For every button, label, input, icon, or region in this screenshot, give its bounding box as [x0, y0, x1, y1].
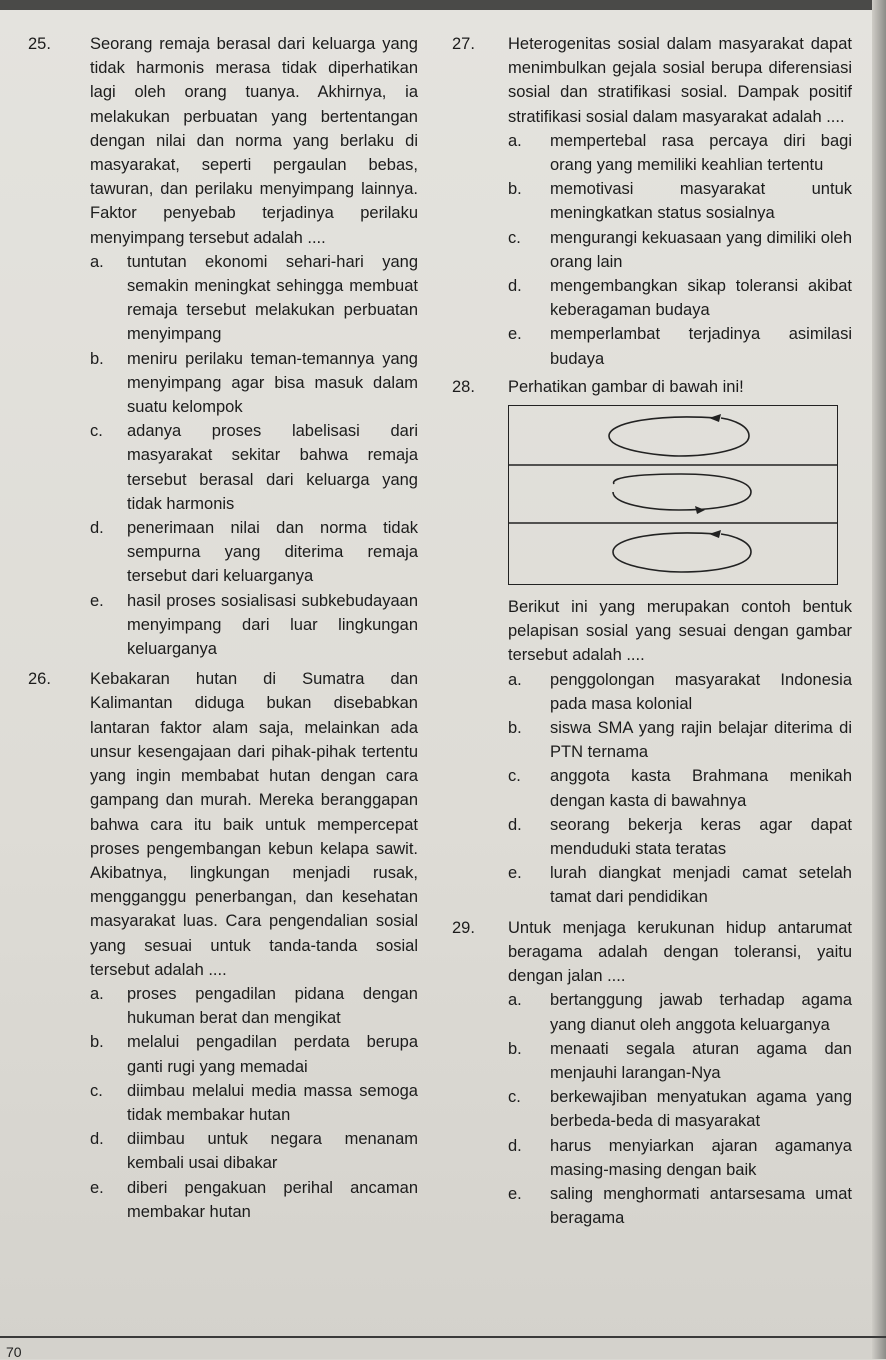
option-letter: d.: [90, 519, 104, 538]
question-text: Perhatikan gambar di bawah ini!: [508, 377, 744, 396]
option-letter: c.: [508, 767, 521, 786]
question-text: Seorang remaja berasal dari keluarga yang tidak harmonis merasa tidak diperhatikan lagi oleh orang tuanya. Akhirnya, ia melakukan perbuatan yang bertentangan dengan nilai dan norma yang berlaku di masyarakat, seperti pergaulan bebas, tawuran, dan perilaku menyimpang lainnya. Faktor penyebab terjadinya perilaku menyimpang tersebut adalah ....: [90, 35, 418, 247]
option-text: diimbau melalui media massa semoga tidak membakar hutan: [127, 1081, 418, 1124]
option-b[interactable]: [90, 347, 418, 420]
option-text: mengembangkan sikap toleransi akibat keberagaman budaya: [550, 277, 852, 320]
options-list: [508, 129, 852, 371]
option-text: harus menyiarkan ajaran agamanya masing-masing dengan baik: [550, 1136, 852, 1179]
question-25: [28, 32, 418, 661]
option-letter: c.: [90, 1081, 103, 1100]
option-d[interactable]: [508, 813, 852, 861]
question-number: 26.: [28, 670, 51, 689]
question-text: Heterogenitas sosial dalam masyarakat dapat menimbulkan gejala sosial berupa diferensiasi sosial dan stratifikasi sosial. Dampak positif stratifikasi sosial dalam masyarakat adalah ....: [508, 35, 852, 126]
page-number: 70: [6, 1344, 22, 1360]
question-text-continued: Berikut ini yang merupakan contoh bentuk pelapisan sosial yang sesuai dengan gambar tersebut adalah ....: [508, 598, 852, 665]
question-number: 29.: [452, 918, 475, 937]
option-letter: b.: [508, 180, 522, 199]
options-list: [508, 988, 852, 1230]
option-text: menaati segala aturan agama dan menjauhi larangan-Nya: [550, 1039, 852, 1082]
option-a[interactable]: [508, 129, 852, 177]
option-letter: e.: [508, 1184, 522, 1203]
option-letter: c.: [508, 1088, 521, 1107]
option-text: mengurangi kekuasaan yang dimiliki oleh orang lain: [550, 228, 852, 271]
question-28: [452, 375, 852, 910]
option-d[interactable]: [90, 1127, 418, 1175]
option-letter: d.: [90, 1130, 104, 1149]
option-e[interactable]: [508, 322, 852, 370]
page-top-edge: [0, 0, 886, 10]
arrow-head-middle: [695, 506, 705, 514]
option-c[interactable]: [508, 764, 852, 812]
option-text: proses pengadilan pidana dengan hukuman berat dan mengikat: [127, 984, 418, 1028]
footer-rule: [0, 1336, 886, 1338]
option-b[interactable]: [90, 1030, 418, 1078]
option-letter: a.: [90, 252, 104, 271]
option-letter: c.: [90, 422, 103, 441]
option-d[interactable]: [90, 516, 418, 589]
question-number: 25.: [28, 35, 51, 53]
option-c[interactable]: [508, 226, 852, 274]
option-letter: a.: [90, 984, 104, 1003]
options-list: [90, 982, 418, 1224]
option-letter: d.: [508, 815, 522, 834]
options-list: [508, 668, 852, 910]
question-27: [452, 32, 852, 371]
option-e[interactable]: [508, 1182, 852, 1230]
option-letter: e.: [508, 864, 522, 883]
option-letter: d.: [508, 1136, 522, 1155]
option-text: bertanggung jawab terhadap agama yang dianut oleh anggota keluarganya: [550, 991, 852, 1034]
option-b[interactable]: [508, 177, 852, 225]
option-a[interactable]: [90, 250, 418, 347]
option-b[interactable]: [508, 716, 852, 764]
option-text: seorang bekerja keras agar dapat menduduki stata teratas: [550, 815, 852, 859]
option-text: memotivasi masyarakat untuk meningkatkan status sosialnya: [550, 180, 852, 223]
option-text: mempertebal rasa percaya diri bagi orang yang memiliki keahlian tertentu: [550, 131, 852, 175]
circulation-arrow-bottom: [613, 533, 751, 572]
option-letter: d.: [508, 277, 522, 296]
option-text: hasil proses sosialisasi subkebudayaan menyimpang dari luar lingkungan keluarganya: [127, 591, 418, 659]
right-column: [452, 32, 852, 1230]
option-letter: b.: [90, 349, 104, 368]
option-text: meniru perilaku teman-temannya yang menyimpang agar bisa masuk dalam suatu kelompok: [127, 349, 418, 417]
option-letter: c.: [508, 228, 521, 247]
option-letter: e.: [90, 591, 104, 610]
option-b[interactable]: [508, 1037, 852, 1085]
question-number: 27.: [452, 35, 475, 53]
option-text: diberi pengakuan perihal ancaman membakar hutan: [127, 1178, 418, 1221]
option-letter: b.: [90, 1033, 104, 1052]
circulation-arrow-top: [609, 417, 749, 456]
social-stratification-figure: [508, 405, 838, 585]
option-text: penggolongan masyarakat Indonesia pada masa kolonial: [550, 670, 852, 713]
question-text: Kebakaran hutan di Sumatra dan Kalimantan diduga bukan disebabkan lantaran faktor alam saja, melainkan ada unsur kesengajaan dari pihak-pihak tertentu yang ingin membabat hutan dengan cara gampang dan murah. Mereka beranggapan bahwa cara itu baik untuk mempercepat proses pengembangan kebun kelapa sawit. Akibatnya, lingkungan menjadi rusak, mengganggu penerbangan, dan kesehatan masyarakat luas. Cara pengendalian sosial yang sesuai untuk tanda-tanda sosial tersebut adalah ....: [90, 670, 418, 979]
option-letter: b.: [508, 1039, 522, 1058]
option-letter: e.: [508, 325, 522, 344]
option-letter: e.: [90, 1178, 104, 1197]
question-29: [452, 916, 852, 1231]
option-a[interactable]: [508, 668, 852, 716]
option-letter: b.: [508, 719, 522, 738]
options-list: [90, 250, 418, 661]
option-d[interactable]: [508, 274, 852, 322]
option-e[interactable]: [90, 589, 418, 662]
circulation-arrow-middle: [613, 474, 751, 510]
arrow-head-top: [709, 414, 721, 422]
option-letter: a.: [508, 670, 522, 689]
option-text: adanya proses labelisasi dari masyarakat sekitar bahwa remaja tersebut berasal dari keluarga yang tidak harmonis: [127, 422, 418, 513]
option-text: tuntutan ekonomi sehari-hari yang semakin meningkat sehingga membuat remaja tersebut melakukan perbuatan menyimpang: [127, 252, 418, 344]
option-text: siswa SMA yang rajin belajar diterima di PTN ternama: [550, 719, 852, 762]
page-right-edge: [872, 0, 886, 1359]
option-text: penerimaan nilai dan norma tidak sempurna yang diterima remaja tersebut dari keluarganya: [127, 519, 418, 586]
stratification-diagram: [509, 406, 837, 584]
option-c[interactable]: [90, 1079, 418, 1127]
option-text: anggota kasta Brahmana menikah dengan kasta di bawahnya: [550, 767, 852, 810]
option-text: melalui pengadilan perdata berupa ganti rugi yang memadai: [127, 1033, 418, 1076]
option-c[interactable]: [90, 419, 418, 516]
question-26: [28, 667, 418, 1224]
option-text: lurah diangkat menjadi camat setelah tamat dari pendidikan: [550, 864, 852, 907]
option-a[interactable]: [90, 982, 418, 1030]
option-text: berkewajiban menyatukan agama yang berbeda-beda di masyarakat: [550, 1088, 852, 1131]
option-a[interactable]: [508, 988, 852, 1036]
option-d[interactable]: [508, 1134, 852, 1182]
option-letter: a.: [508, 131, 522, 150]
option-text: saling menghormati antarsesama umat beragama: [550, 1184, 852, 1228]
left-column: [28, 32, 418, 1224]
option-text: diimbau untuk negara menanam kembali usai dibakar: [127, 1130, 418, 1173]
option-e[interactable]: [508, 861, 852, 909]
option-letter: a.: [508, 991, 522, 1010]
option-text: memperlambat terjadinya asimilasi budaya: [550, 325, 852, 368]
option-e[interactable]: [90, 1176, 418, 1224]
option-c[interactable]: [508, 1085, 852, 1133]
arrow-head-bottom: [709, 530, 721, 538]
question-text: Untuk menjaga kerukunan hidup antarumat beragama adalah dengan toleransi, yaitu dengan jalan ....: [508, 918, 852, 986]
question-number: 28.: [452, 377, 475, 396]
